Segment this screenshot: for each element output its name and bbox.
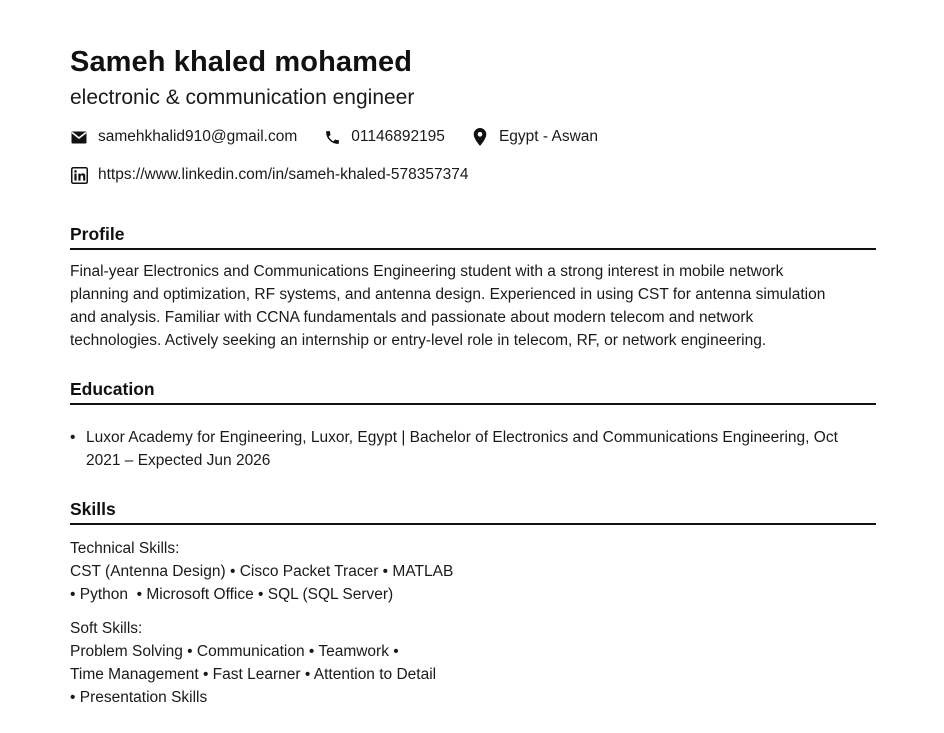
- contact-row-linkedin: [70, 164, 876, 186]
- contact-row: [70, 126, 876, 148]
- location-text: Egypt - Aswan: [498, 128, 599, 145]
- skills-line: Time Management • Fast Learner • Attention to Detail: [70, 666, 437, 683]
- phone-text: 01146892195: [351, 128, 445, 145]
- profile-heading: Profile: [70, 224, 125, 244]
- email-text: samehkhalid910@gmail.com: [98, 128, 298, 145]
- soft-skills-heading: Soft Skills:: [70, 620, 143, 637]
- list-item: [70, 426, 876, 472]
- skills-line: CST (Antenna Design) • Cisco Packet Tracer • MATLAB: [70, 563, 454, 580]
- education-list: [70, 426, 876, 472]
- profile-section: [70, 222, 876, 352]
- profile-line: planning and optimization, RF systems, and antenna design. Experienced in using CST for antenna simulation: [70, 286, 826, 303]
- technical-skills: [70, 537, 876, 606]
- linkedin-text: https://www.linkedin.com/in/sameh-khaled-578357374: [98, 166, 469, 183]
- candidate-title: electronic & communication engineer: [70, 86, 415, 109]
- contact-email[interactable]: [70, 126, 297, 148]
- contact-linkedin[interactable]: [70, 164, 469, 186]
- phone-icon: [323, 128, 341, 146]
- profile-line: Final-year Electronics and Communications Engineering student with a strong interest in mobile network: [70, 263, 784, 280]
- skills-heading: Skills: [70, 499, 116, 519]
- map-pin-icon: [471, 128, 489, 146]
- skills-line: • Presentation Skills: [70, 689, 208, 706]
- section-divider: [70, 248, 876, 250]
- education-line: Luxor Academy for Engineering, Luxor, Egypt | Bachelor of Electronics and Communications Engineering, Oct: [86, 429, 838, 446]
- linkedin-icon: [70, 166, 88, 184]
- skills-line: • Python • Microsoft Office • SQL (SQL Server): [70, 586, 394, 603]
- contact-location: [471, 126, 598, 148]
- section-divider: [70, 403, 876, 405]
- education-section: [70, 377, 876, 472]
- contact-phone[interactable]: [323, 126, 445, 148]
- candidate-name: Sameh khaled mohamed: [70, 46, 413, 78]
- soft-skills: [70, 617, 876, 709]
- education-line: 2021 – Expected Jun 2026: [86, 452, 271, 469]
- skills-line: Problem Solving • Communication • Teamwork •: [70, 643, 399, 660]
- profile-line: technologies. Actively seeking an internship or entry-level role in telecom, RF, or network engineering.: [70, 332, 767, 349]
- profile-text: [70, 260, 876, 352]
- education-heading: Education: [70, 379, 155, 399]
- technical-skills-heading: Technical Skills:: [70, 540, 180, 557]
- bullet-marker: •: [70, 429, 76, 446]
- section-divider: [70, 523, 876, 525]
- envelope-icon: [70, 128, 88, 146]
- profile-line: and analysis. Familiar with CCNA fundamentals and passionate about modern telecom and network: [70, 309, 754, 326]
- skills-section: [70, 497, 876, 709]
